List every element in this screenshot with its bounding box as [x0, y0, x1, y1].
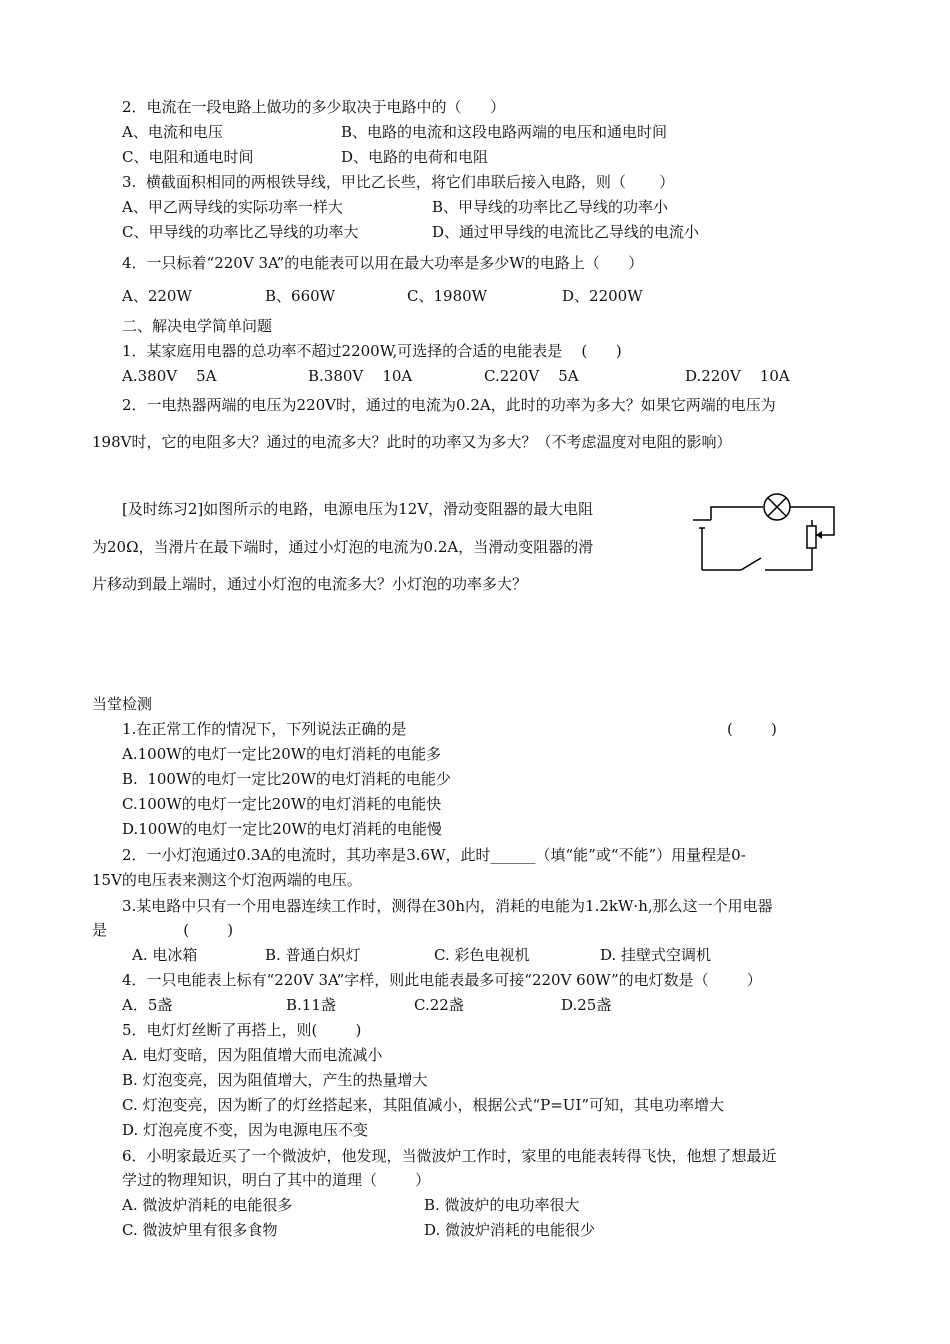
s3-q3-line1: 3.某电路中只有一个用电器连续工作时，测得在30h内，消耗的电能为1.2kW·h,那么这一个用电器: [122, 897, 773, 915]
practice-line1: [及时练习2]如图所示的电路，电源电压为12V，滑动变阻器的最大电阻: [122, 500, 594, 518]
s1-q4-option-c: C、1980W: [407, 287, 488, 305]
circuit-diagram: [683, 490, 843, 580]
s1-q2-option-a: A、电流和电压: [122, 123, 223, 141]
s3-q4-stem: 4．一只电能表上标有“220V 3A”字样，则此电能表最多可接“220V 60W”的电灯数是（ ）: [122, 971, 762, 989]
s2-q2-line2: 198V时，它的电阻多大？通过的电流多大？此时的功率又为多大？（不考虑温度对电阻的影响）: [92, 433, 732, 451]
practice-line2: 为20Ω，当滑片在最下端时，通过小灯泡的电流为0.2A，当滑动变阻器的滑: [92, 538, 594, 556]
s3-q5-option-c: C. 灯泡变亮，因为断了的灯丝搭起来，其阻值减小，根据公式“P=UI”可知，其电功率增大: [122, 1096, 725, 1114]
s1-q2-option-b: B、电路的电流和这段电路两端的电压和通电时间: [341, 123, 668, 141]
s3-q3-option-b: B. 普通白炽灯: [265, 946, 361, 964]
s3-q6-line2: 学过的物理知识，明白了其中的道理（ ）: [122, 1171, 431, 1189]
s3-q2-line1: 2．一小灯泡通过0.3A的电流时，其功率是3.6W，此时______（填“能”或“不能”）用量程是0-: [122, 846, 746, 864]
s3-heading: 当堂检测: [92, 695, 153, 713]
practice-line3: 片移动到最上端时，通过小灯泡的电流多大？小灯泡的功率多大？: [92, 575, 528, 593]
circuit-wire-bottom-right: [765, 548, 812, 570]
s3-q5-option-a: A. 电灯变暗，因为阻值增大而电流减小: [122, 1046, 383, 1064]
rheostat-symbol: [807, 526, 816, 548]
s3-q4-option-b: B.11盏: [286, 996, 336, 1014]
s3-q4-option-a: A．5盏: [122, 996, 173, 1014]
s3-q3-option-c: C. 彩色电视机: [434, 946, 530, 964]
s1-q2-option-d: D、电路的电荷和电阻: [341, 148, 489, 166]
s1-q3-option-d: D、通过甲导线的电流比乙导线的电流小: [432, 223, 700, 241]
s3-q3-option-a: A. 电冰箱: [132, 946, 198, 964]
s3-q2-line2: 15V的电压表来测这个灯泡两端的电压。: [92, 871, 362, 889]
s2-q1-option-a: A.380V 5A: [122, 367, 217, 385]
s3-q6-option-c: C. 微波炉里有很多食物: [122, 1221, 278, 1239]
s1-q2-option-c: C、电阻和通电时间: [122, 148, 254, 166]
s3-q6-option-d: D. 微波炉消耗的电能很少: [424, 1221, 596, 1239]
s3-q5-stem: 5．电灯灯丝断了再搭上，则( ): [122, 1021, 362, 1039]
s1-q4-option-a: A、220W: [122, 287, 192, 305]
s3-q1-answer-paren: ( ): [727, 720, 777, 738]
s3-q3-line2: 是 ( ): [92, 921, 234, 939]
s3-q3-option-d: D. 挂壁式空调机: [600, 946, 712, 964]
circuit-wire-battery: [702, 508, 711, 570]
s3-q4-option-c: C.22盏: [414, 996, 464, 1014]
lamp-cross: [768, 498, 786, 516]
s3-q6-option-b: B. 微波炉的电功率很大: [424, 1196, 580, 1214]
circuit-wire-top-left: [711, 507, 763, 508]
s1-q3-option-c: C、甲导线的功率比乙导线的功率大: [122, 223, 359, 241]
s3-q1-option-a: A.100W的电灯一定比20W的电灯消耗的电能多: [122, 745, 442, 763]
s3-q1-stem: 1.在正常工作的情况下，下列说法正确的是: [122, 720, 407, 738]
s2-q1-option-b: B.380V 10A: [308, 367, 413, 385]
battery-symbol: [693, 520, 711, 528]
s3-q1-option-c: C.100W的电灯一定比20W的电灯消耗的电能快: [122, 795, 442, 813]
s2-q1-option-c: C.220V 5A: [484, 367, 579, 385]
s1-q4-stem: 4．一只标着“220V 3A”的电能表可以用在最大功率是多少W的电路上（ ）: [122, 254, 644, 272]
s1-q3-option-a: A、甲乙两导线的实际功率一样大: [122, 198, 343, 216]
s1-q3-stem: 3. 横截面积相同的两根铁导线，甲比乙长些，将它们串联后接入电路，则（ ）: [122, 173, 675, 191]
s2-q2-line1: 2．一电热器两端的电压为220V时，通过的电流为0.2A，此时的功率为多大？如果它两端的电压为: [122, 396, 776, 414]
s2-q1-stem: 1．某家庭用电器的总功率不超过2200W,可选择的合适的电能表是 ( ): [122, 342, 622, 360]
s2-q1-option-d: D.220V 10A: [685, 367, 790, 385]
s1-q3-option-b: B、甲导线的功率比乙导线的功率小: [432, 198, 669, 216]
s3-q5-option-b: B. 灯泡变亮，因为阻值增大，产生的热量增大: [122, 1071, 428, 1089]
s3-q6-line1: 6．小明家最近买了一个微波炉，他发现，当微波炉工作时，家里的电能表转得飞快，他想了想最近: [122, 1147, 777, 1165]
s3-q1-option-b: B. 100W的电灯一定比20W的电灯消耗的电能少: [122, 770, 451, 788]
s1-q2-stem: 2．电流在一段电路上做功的多少取决于电路中的（ ）: [122, 98, 506, 116]
s2-heading: 二、解决电学简单问题: [122, 317, 273, 335]
s3-q1-option-d: D.100W的电灯一定比20W的电灯消耗的电能慢: [122, 820, 442, 838]
s1-q4-option-b: B、660W: [265, 287, 336, 305]
s3-q5-option-d: D. 灯泡亮度不变，因为电源电压不变: [122, 1121, 369, 1139]
switch-symbol: [741, 558, 761, 570]
s3-q4-option-d: D.25盏: [561, 996, 612, 1014]
s1-q4-option-d: D、2200W: [562, 287, 643, 305]
s3-q6-option-a: A. 微波炉消耗的电能很多: [122, 1196, 293, 1214]
